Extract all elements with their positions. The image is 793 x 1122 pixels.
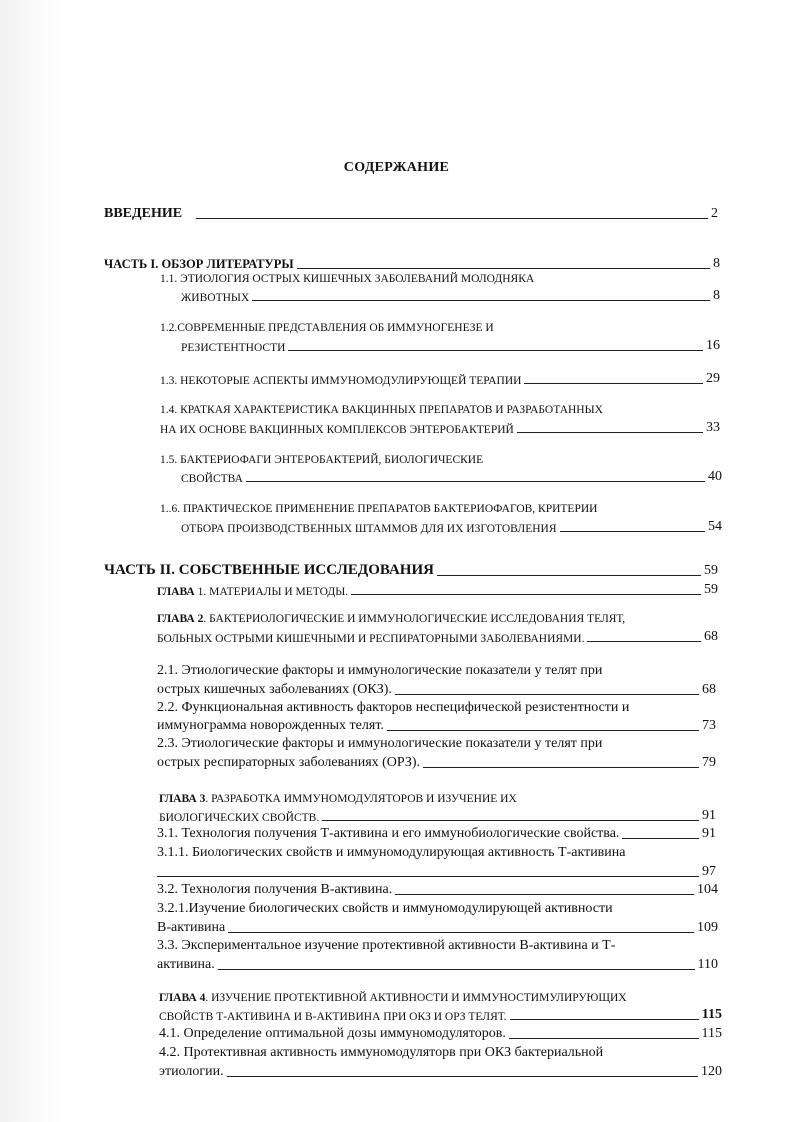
toc-ch4 <box>159 1007 722 1023</box>
toc-entry-text: ОТБОРА ПРОИЗВОДСТВЕННЫХ ШТАММОВ ДЛЯ ИХ ИЗГОТОВЛЕНИЯ <box>181 523 557 535</box>
toc-page: 79 <box>702 755 716 770</box>
toc-s321-line1: 3.2.1.Изучение биологических свойств и иммуномодулирующей активности <box>157 901 613 916</box>
leader <box>622 838 699 839</box>
toc-entry-text: СВОЙСТВА <box>181 473 243 485</box>
toc-page: 91 <box>702 826 716 841</box>
toc-entry-text: 3.2. Технология получения В-активина. <box>157 882 393 897</box>
toc-page: 59 <box>704 563 718 578</box>
toc-entry-text: острых респираторных заболеваниях (ОРЗ). <box>157 755 421 770</box>
leader <box>351 594 701 595</box>
leader <box>322 820 699 821</box>
toc-page: 2 <box>711 206 718 221</box>
page-title: СОДЕРЖАНИЕ <box>343 160 450 175</box>
toc-part2 <box>104 562 718 579</box>
toc-page: 8 <box>713 256 720 271</box>
toc-page: 91 <box>702 808 716 823</box>
leader <box>227 1076 698 1077</box>
toc-s41 <box>159 1026 722 1042</box>
toc-s22 <box>157 718 716 734</box>
toc-entry-text: . БАКТЕРИОЛОГИЧЕСКИЕ И ИММУНОЛОГИЧЕСКИЕ ИССЛЕДОВАНИЯ ТЕЛЯТ, <box>203 613 626 625</box>
toc-s311 <box>157 864 716 880</box>
leader <box>560 531 705 532</box>
toc-part1 <box>104 256 720 272</box>
leader <box>524 383 703 384</box>
toc-entry-text: СВОЙСТВ Т-АКТИВИНА И В-АКТИВИНА ПРИ ОКЗ И ОРЗ ТЕЛЯТ. <box>159 1011 507 1023</box>
toc-s33 <box>157 957 718 973</box>
toc-entry-text: . РАЗРАБОТКА ИММУНОМОДУЛЯТОРОВ И ИЗУЧЕНИЕ ИХ <box>205 793 517 805</box>
toc-entry-text: . МАТЕРИАЛЫ И МЕТОДЫ. <box>203 586 349 598</box>
toc-s15 <box>181 469 722 485</box>
toc-part-label: ЧАСТЬ I. ОБЗОР ЛИТЕРАТУРЫ <box>104 257 294 271</box>
toc-page: 68 <box>704 629 718 644</box>
toc-entry-text: БОЛЬНЫХ ОСТРЫМИ КИШЕЧНЫМИ И РЕСПИРАТОРНЫМИ ЗАБОЛЕВАНИЯМИ. <box>157 633 585 645</box>
toc-page: 16 <box>706 338 720 353</box>
toc-s14-line1: 1.4. КРАТКАЯ ХАРАКТЕРИСТИКА ВАКЦИННЫХ ПРЕПАРАТОВ И РАЗРАБОТАННЫХ <box>160 404 603 416</box>
toc-ch3 <box>159 808 716 824</box>
toc-entry-text: активина. <box>157 957 215 972</box>
leader <box>297 268 710 269</box>
toc-intro-label: ВВЕДЕНИЕ <box>104 206 183 221</box>
toc-entry-text: В-активина <box>157 920 226 935</box>
toc-page: 110 <box>697 957 718 972</box>
toc-s32 <box>157 882 718 898</box>
toc-entry-text: ЖИВОТНЫХ <box>181 292 250 304</box>
toc-page: 115 <box>701 1026 722 1041</box>
toc-s23-line1: 2.3. Этиологические факторы и иммунологические показатели у телят при <box>157 736 603 751</box>
toc-entry-text: иммунограмма новорожденных телят. <box>157 718 384 733</box>
toc-part-label: ЧАСТЬ II. СОБСТВЕННЫЕ ИССЛЕДОВАНИЯ <box>104 562 434 578</box>
leader <box>510 1019 699 1020</box>
toc-page: 40 <box>708 469 722 484</box>
toc-entry-text: БИОЛОГИЧЕСКИХ СВОЙСТВ. <box>159 812 320 824</box>
toc-s311-line1: 3.1.1. Биологических свойств и иммуномодулирующая активность Т-активина <box>157 845 626 860</box>
leader <box>196 218 708 219</box>
toc-entry-text: острых кишечных заболеваниях (ОКЗ). <box>157 682 392 697</box>
chapter-label: ГЛАВА 3 <box>159 793 206 805</box>
leader <box>517 432 703 433</box>
toc-entry-text: 4.1. Определение оптимальной дозы иммуномодуляторов. <box>159 1026 506 1041</box>
chapter-label: ГЛАВА <box>157 586 195 598</box>
toc-page: 115 <box>701 1007 722 1022</box>
toc-s12-line1: 1.2.СОВРЕМЕННЫЕ ПРЕДСТАВЛЕНИЯ ОБ ИММУНОГЕНЕЗЕ И <box>160 322 494 334</box>
leader <box>157 876 699 877</box>
leader <box>423 767 699 768</box>
toc-page: 54 <box>708 519 722 534</box>
leader <box>228 932 694 933</box>
toc-s42-line1: 4.2. Протективная активность иммуномодулятоpв при ОКЗ бактериальной <box>159 1045 604 1060</box>
toc-s15-line1: 1.5. БАКТЕРИОФАГИ ЭНТЕРОБАКТЕРИЙ, БИОЛОГИЧЕСКИЕ <box>160 454 484 466</box>
toc-page: 109 <box>697 920 718 935</box>
toc-page: 97 <box>702 864 716 879</box>
leader <box>587 641 701 642</box>
toc-s16 <box>181 519 722 535</box>
toc-s42 <box>159 1064 722 1080</box>
toc-s14 <box>160 420 720 436</box>
toc-s21-line1: 2.1. Этиологические факторы и иммунологические показатели у телят при <box>157 663 603 678</box>
toc-s33-line1: 3.3. Экспериментальное изучение протективной активности В-активина и Т- <box>157 938 616 953</box>
leader <box>395 694 699 695</box>
leader <box>395 894 694 895</box>
leader <box>509 1038 699 1039</box>
leader <box>246 481 705 482</box>
leader <box>252 300 710 301</box>
toc-intro <box>104 206 718 222</box>
toc-entry-text: 3.1. Технология получения Т-активина и его иммунобиологические свойства. <box>157 826 620 841</box>
toc-page: 120 <box>701 1064 722 1079</box>
toc-page: 8 <box>713 288 720 303</box>
toc-page: 68 <box>702 682 716 697</box>
leader <box>288 350 703 351</box>
toc-s12 <box>181 338 720 354</box>
toc-s23 <box>157 755 716 771</box>
toc-entry-text: . ИЗУЧЕНИЕ ПРОТЕКТИВНОЙ АКТИВНОСТИ И ИММУНОСТИМУЛИРУЮЩИХ <box>205 992 627 1004</box>
toc-ch2 <box>157 629 718 645</box>
toc-entry-text: этиологии. <box>159 1064 224 1079</box>
toc-entry-text: 1.3. НЕКОТОРЫЕ АСПЕКТЫ ИММУНОМОДУЛИРУЮЩЕЙ ТЕРАПИИ <box>160 375 522 387</box>
chapter-label: ГЛАВА 4 <box>159 992 206 1004</box>
toc-s21 <box>157 682 716 698</box>
toc-page: 59 <box>704 582 718 597</box>
toc-ch3-line1 <box>159 793 517 805</box>
toc-s22-line1: 2.2. Функциональная активность факторов неспецифической резистентности и <box>157 700 630 715</box>
toc-s321 <box>157 920 718 936</box>
leader <box>437 575 701 576</box>
toc-page: 29 <box>706 371 720 386</box>
leader <box>218 969 695 970</box>
toc-ch1 <box>157 582 718 598</box>
toc-ch4-line1 <box>159 992 627 1004</box>
toc-s16-line1: 1..6. ПРАКТИЧЕСКОЕ ПРИМЕНЕНИЕ ПРЕПАРАТОВ БАКТЕРИОФАГОВ, КРИТЕРИИ <box>160 503 598 515</box>
leader <box>387 730 699 731</box>
toc-entry-text: РЕЗИСТЕНТНОСТИ <box>181 342 286 354</box>
toc-s31 <box>157 826 716 842</box>
chapter-num: 1 <box>194 586 204 598</box>
toc-s13 <box>160 371 720 387</box>
toc-entry-text: НА ИХ ОСНОВЕ ВАКЦИННЫХ КОМПЛЕКСОВ ЭНТЕРОБАКТЕРИЙ <box>160 424 514 436</box>
chapter-label: ГЛАВА 2 <box>157 613 204 625</box>
toc-page: 104 <box>697 882 718 897</box>
toc-page: 73 <box>702 718 716 733</box>
toc-ch2-line1 <box>157 613 625 625</box>
toc-s11-line1: 1.1. ЭТИОЛОГИЯ ОСТРЫХ КИШЕЧНЫХ ЗАБОЛЕВАНИЙ МОЛОДНЯКА <box>160 273 535 285</box>
toc-s11 <box>181 288 720 304</box>
toc-page: 33 <box>706 420 720 435</box>
